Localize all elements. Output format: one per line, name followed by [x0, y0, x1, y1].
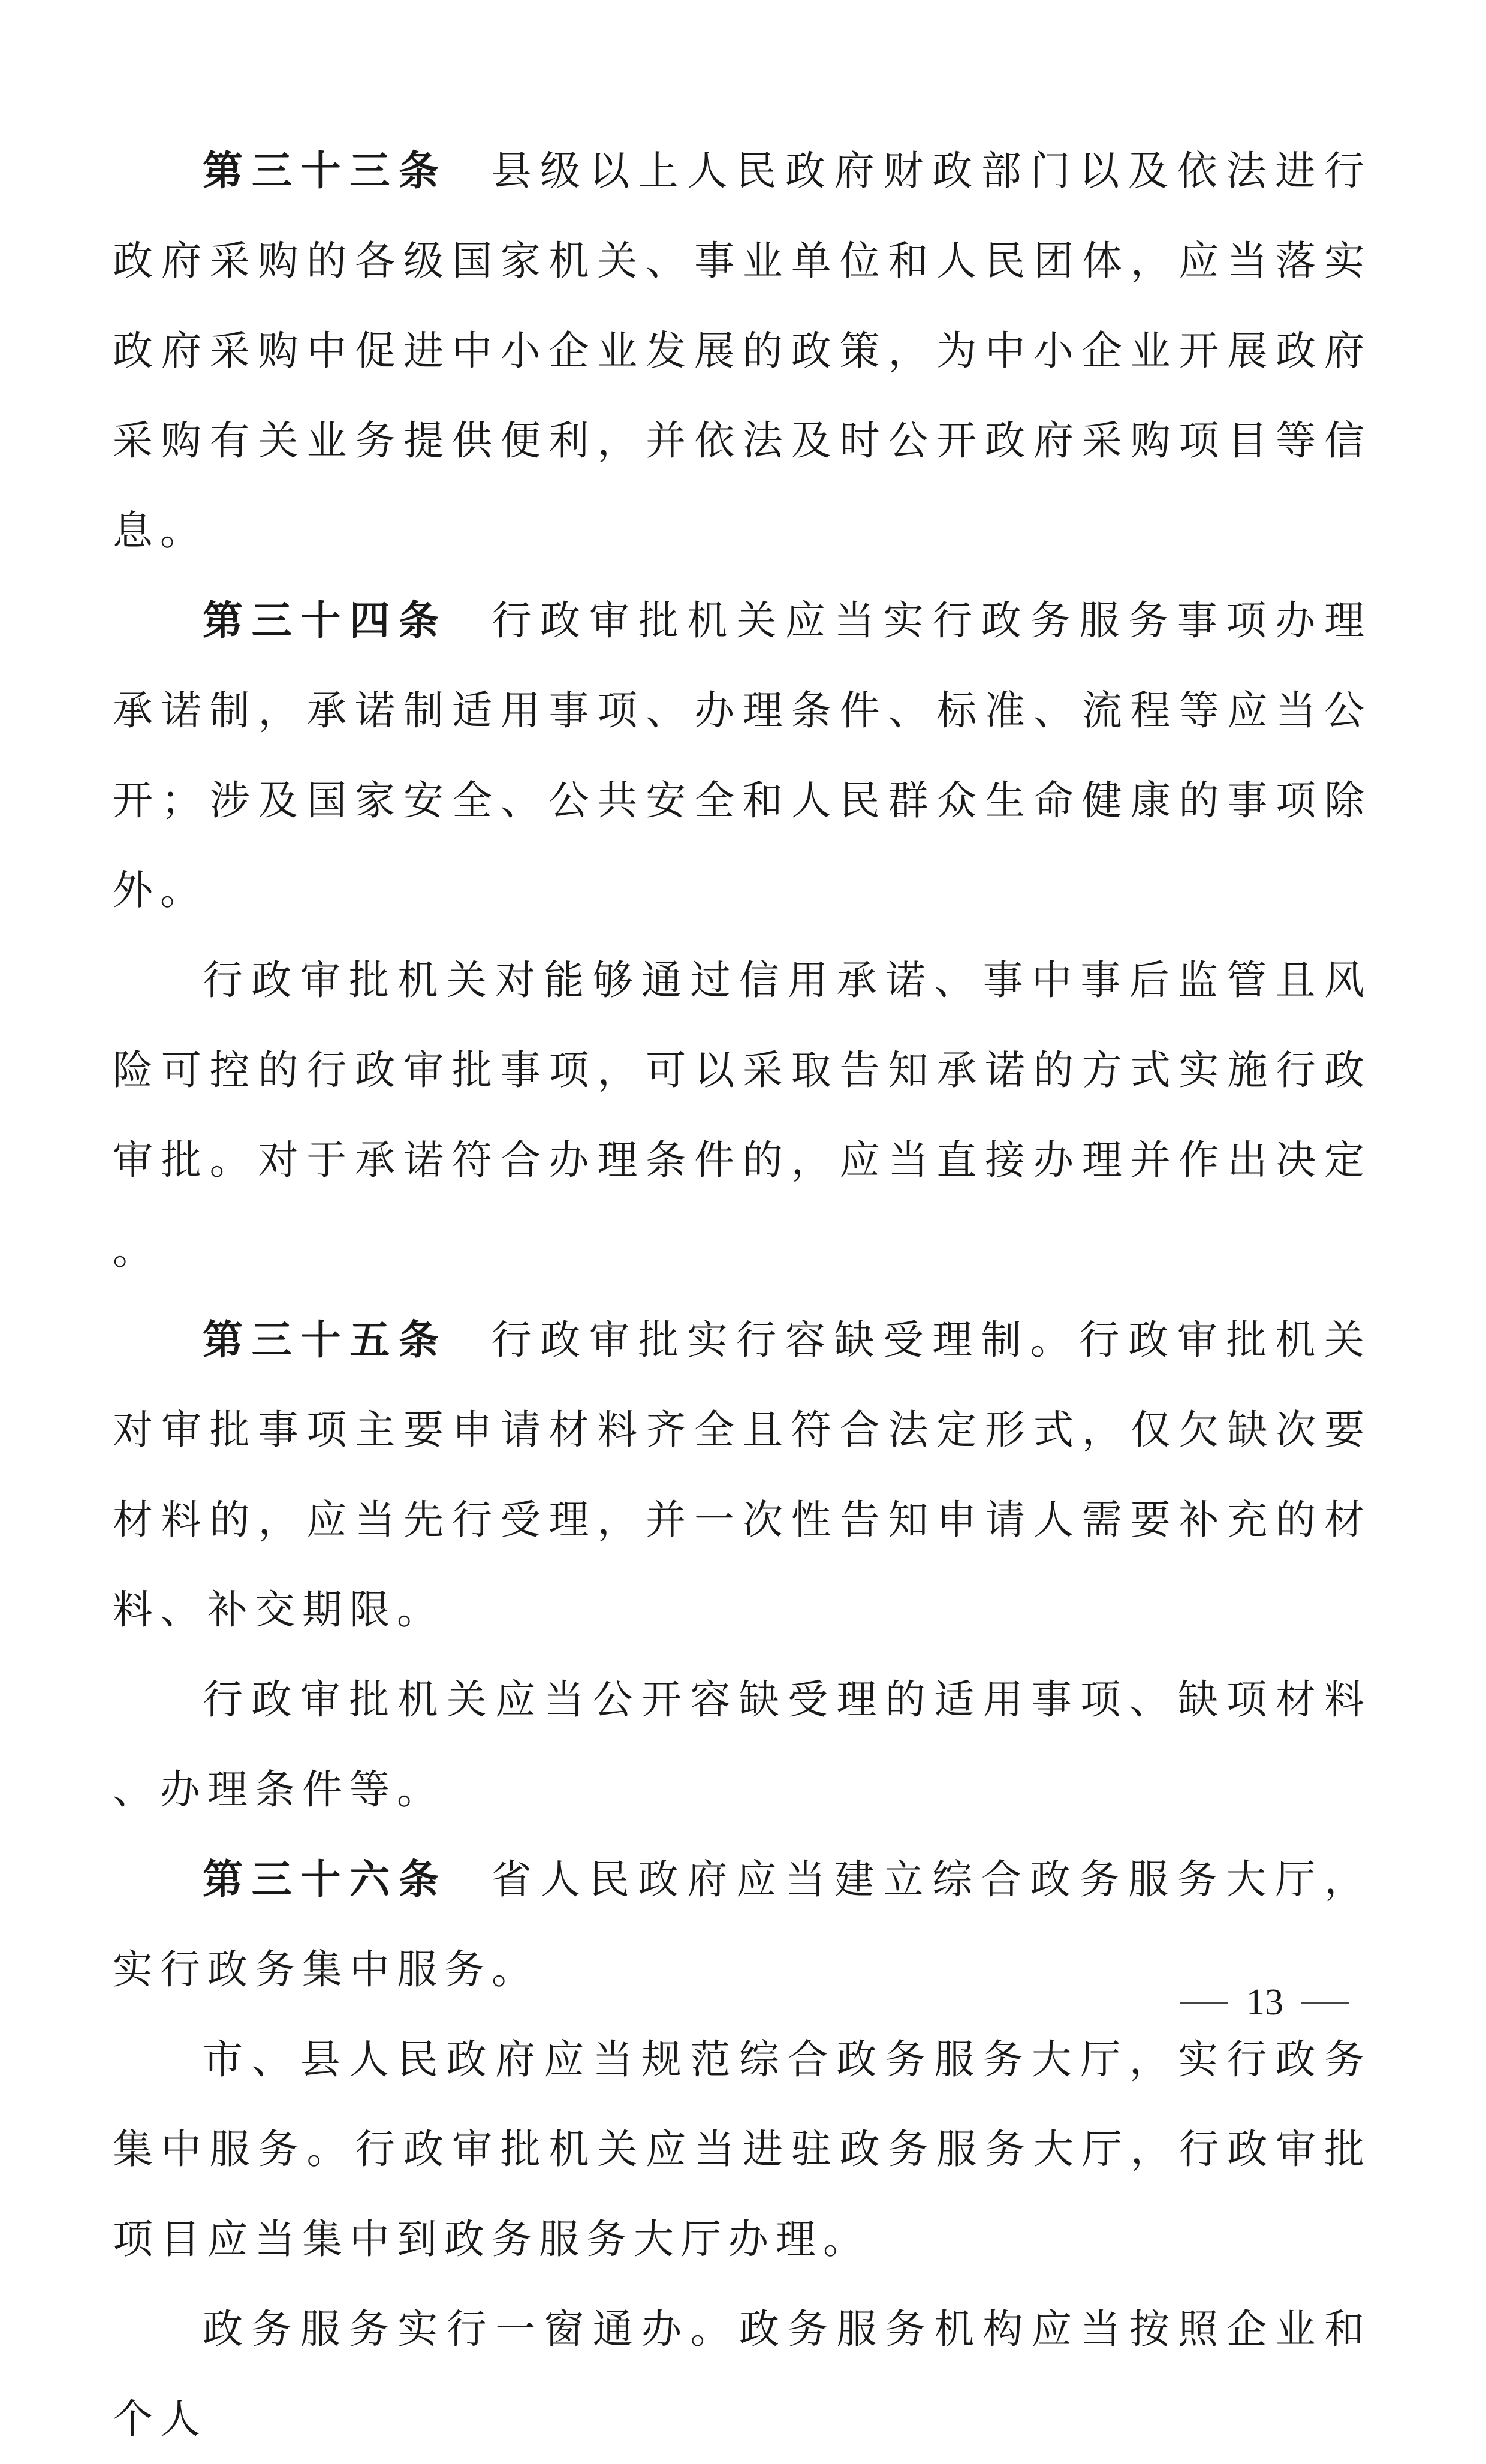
page-number: 13: [1246, 1982, 1283, 2023]
paragraph-text: 行政审批机关对能够通过信用承诺、事中事后监管且风险可控的行政审批事项，可以采取告知承诺的方式实施行政审批。对于承诺符合办理条件的，应当直接办理并作出决定。: [113, 957, 1372, 1273]
paragraph-text: 省人民政府应当建立综合政务服务大厅，实行政务集中服务。: [113, 1856, 1372, 1993]
paragraph-text: 市、县人民政府应当规范综合政务服务大厅，实行政务集中服务。行政审批机关应当进驻政务服务大厅，行政审批项目应当集中到政务服务大厅办理。: [113, 2036, 1372, 2263]
article-label: 第三十三条: [203, 147, 448, 194]
paragraph-text: 行政审批机关应当公开容缺受理的适用事项、缺项材料、办理条件等。: [113, 1676, 1372, 1813]
dash-left: [1180, 2002, 1228, 2004]
paragraph-text: 政务服务实行一窗通办。政务服务机构应当按照企业和个人: [113, 2306, 1372, 2442]
article-36-paragraph-2: [113, 2014, 1372, 2284]
article-label: 第三十五条: [203, 1317, 448, 1363]
article-34-paragraph-2: [113, 935, 1372, 1295]
paragraph-text: 行政审批机关应当实行政务服务事项办理承诺制，承诺制适用事项、办理条件、标准、流程等应当公开；涉及国家安全、公共安全和人民群众生命健康的事项除外。: [113, 597, 1372, 914]
article-35-paragraph: [113, 1295, 1372, 1655]
article-label: 第三十四条: [203, 597, 448, 644]
dash-right: [1301, 2002, 1349, 2004]
document-body: [113, 126, 1372, 2464]
article-33-paragraph: [113, 126, 1372, 576]
page-number-footer: [1157, 1978, 1373, 2026]
article-35-paragraph-2: [113, 1655, 1372, 1835]
paragraph-text: 行政审批实行容缺受理制。行政审批机关对审批事项主要申请材料齐全且符合法定形式，仅欠缺次要材料的，应当先行受理，并一次性告知申请人需要补充的材料、补交期限。: [113, 1317, 1372, 1633]
article-label: 第三十六条: [203, 1856, 448, 1903]
article-34-paragraph: [113, 576, 1372, 935]
paragraph-text: 县级以上人民政府财政部门以及依法进行政府采购的各级国家机关、事业单位和人民团体，应当落实政府采购中促进中小企业发展的政策，为中小企业开展政府采购有关业务提供便利，并依法及时公开政府采购项目等信息。: [113, 147, 1372, 554]
article-36-paragraph-3: [113, 2284, 1372, 2464]
